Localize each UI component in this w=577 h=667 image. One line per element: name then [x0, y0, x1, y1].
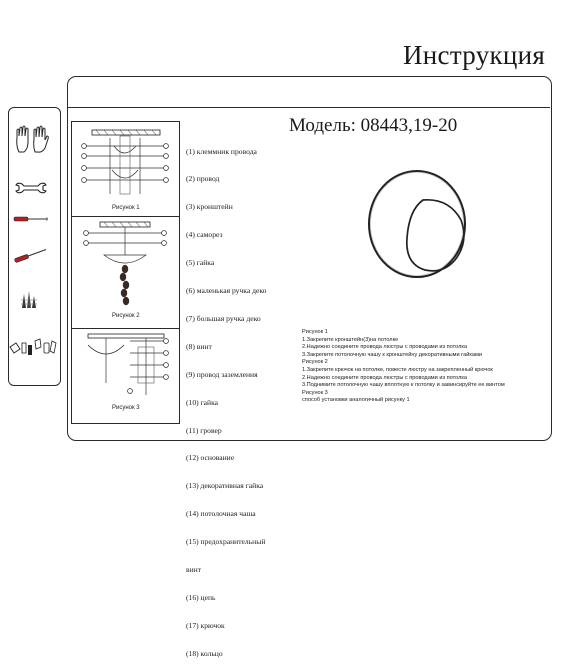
parts-item: винт — [186, 564, 202, 574]
figure-2-drawing — [74, 219, 177, 313]
parts-item: (11) гровер — [186, 425, 222, 435]
parts-item: (16) цепь — [186, 592, 216, 602]
step-line: 2.Надежно соедините провода люстры с проводами из потолка — [302, 344, 468, 351]
parts-item: (3) кронштейн — [186, 202, 233, 212]
step-line: 1.Закрепите кронштейн(3)на потолке — [302, 336, 399, 343]
model-number: Модель: 08443,19-20 — [289, 115, 458, 136]
step-line: 3.Закрепите потолочную чашу к кронштейну декоративными гайками — [302, 351, 482, 358]
step-line: 1.Закрепите крючок на потолке, повесте люстру на закрепленный крючок — [302, 366, 493, 373]
figure-2-caption: Рисунок 2 — [112, 313, 140, 319]
step-line: 2.Надежно соедините провода люстры с проводами из потолка — [302, 374, 468, 381]
parts-item: (13) декоративная гайка — [186, 481, 264, 491]
wall-anchor-icon — [18, 286, 42, 310]
step-line: 3.Поднимите потолочную чашу вплотную к потолку и завинсируйте ее винтом — [302, 382, 505, 389]
parts-item: (8) винт — [186, 341, 212, 351]
lamp-illustration — [365, 168, 475, 282]
screwdriver-flat-icon — [13, 214, 49, 224]
figure-3-caption: Рисунок 3 — [112, 405, 140, 411]
parts-item: (9) провод заземления — [186, 369, 258, 379]
parts-item: (5) гайка — [186, 258, 215, 268]
parts-item: (17) крючок — [186, 620, 225, 630]
figures-panel — [71, 121, 180, 424]
header-divider — [67, 107, 550, 108]
wrench-icon — [14, 181, 48, 195]
parts-item: (10) гайка — [186, 397, 219, 407]
parts-item: (4) саморез — [186, 230, 223, 240]
parts-item: (14) потолочная чаша — [186, 509, 256, 519]
figure-1-drawing — [74, 126, 177, 204]
gloves-icon — [14, 124, 50, 156]
step-line: Рисунок 2 — [302, 359, 328, 366]
parts-item: (7) большая ручка деко — [186, 313, 261, 323]
parts-item: (2) провод — [186, 174, 220, 184]
parts-list — [186, 128, 266, 667]
step-line: Рисунок 3 — [302, 389, 328, 396]
installation-steps — [302, 329, 505, 405]
figure-divider — [72, 216, 179, 217]
parts-item: (12) основание — [186, 453, 235, 463]
step-line: Рисунок 1 — [302, 329, 328, 335]
screwdriver-phillips-icon — [13, 247, 49, 263]
parts-item: (6) маленькая ручка деко — [186, 286, 267, 296]
page-title: Инструкция — [403, 40, 546, 70]
parts-item: (18) кольцо — [186, 648, 223, 658]
figure-3-drawing — [74, 331, 177, 407]
parts-item: (15) предохранительный — [186, 537, 266, 547]
figure-divider — [72, 328, 179, 329]
step-line: способ установки аналогичный рисунку 1 — [302, 397, 410, 404]
parts-item: (1) клеммник провода — [186, 146, 257, 156]
figure-1-caption: Рисунок 1 — [112, 205, 140, 211]
wire-connectors-icon — [8, 335, 58, 359]
